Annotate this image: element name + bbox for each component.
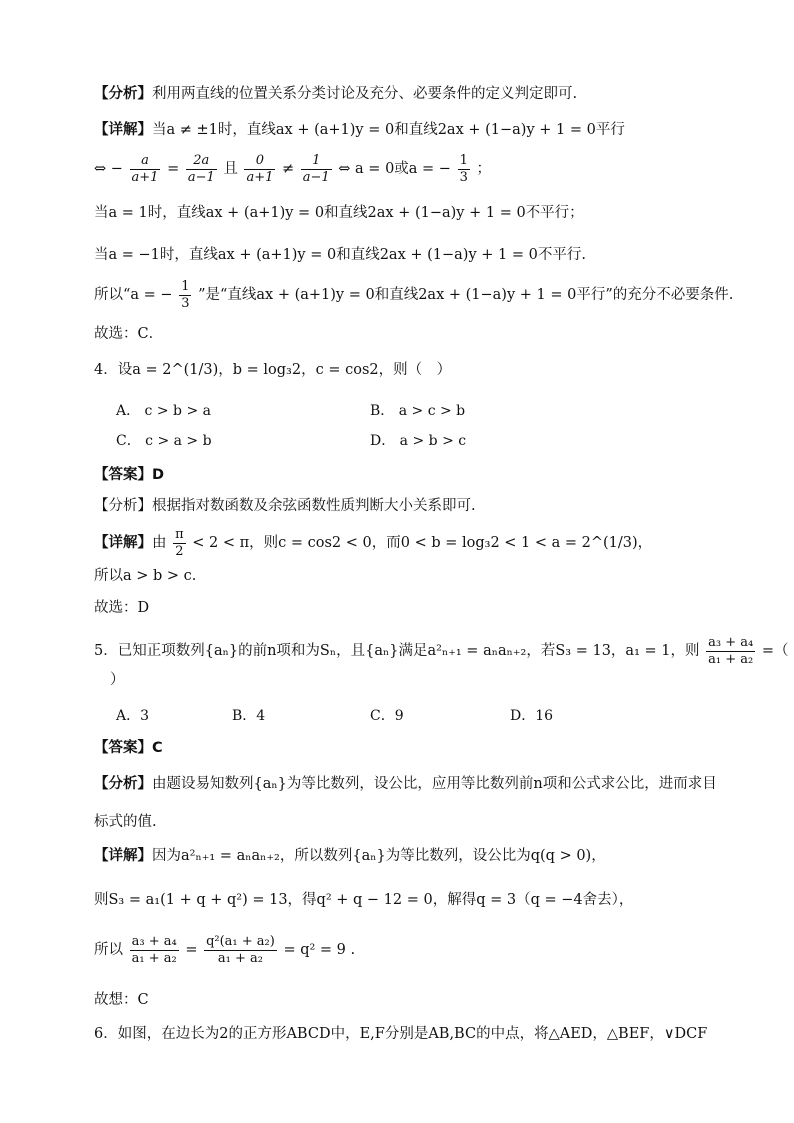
detail-prefix: 由 <box>152 535 167 551</box>
detail-text: 当a ≠ ±1时，直线ax + (a+1)y = 0和直线2ax + (1−a)y + 1 = 0平行 <box>152 122 625 138</box>
q5-detail-line-3 <box>94 932 355 968</box>
detail-text: 因为a²ₙ₊₁ = aₙaₙ₊₂，所以数列{aₙ}为等比数列，设公比为q(q > 0)， <box>152 848 606 864</box>
q5-option-c: C．9 <box>370 708 404 724</box>
analysis-text: 由题设易知数列{aₙ}为等比数列，设公比，应用等比数列前n项和公式求公比，进而求目 <box>152 776 717 792</box>
q5-stem <box>94 634 788 668</box>
detail-3-line-4: 当a = −1时，直线ax + (a+1)y = 0和直线2ax + (1−a)y + 1 = 0不平行. <box>94 247 586 263</box>
q5-detail-line-1 <box>94 846 606 866</box>
fraction: $\frac{\text{a₃ + a₄}}{\text{a₁ + a₂}}$ <box>708 634 754 667</box>
q5-choose: 故想：C <box>94 992 149 1008</box>
fraction: $\frac{1}{3}$ <box>459 152 468 185</box>
q4-answer: 【答案】D <box>94 467 165 483</box>
choose-3: 故选：C． <box>94 326 164 342</box>
fraction: $\frac{\text{a₃ + a₄}}{\text{a₁ + a₂}}$ <box>131 933 177 966</box>
detail-3-line-2 <box>94 152 491 186</box>
analysis-tag: 【分析】 <box>94 86 152 102</box>
q4-choose: 故选：D <box>94 600 150 616</box>
q4-detail <box>94 526 652 560</box>
detail-3-line-5 <box>94 278 733 312</box>
q5-stem-text: 5．已知正项数列{aₙ}的前n项和为Sₙ，且{aₙ}满足a²ₙ₊₁ = aₙaₙ₊₂，若S₃ = 13，a₁ = 1，则 <box>94 643 700 659</box>
fraction: $\frac{1}{3}$ <box>181 278 190 311</box>
equiv-result: ⇔ a = 0或a = − <box>338 161 451 177</box>
fraction: $\frac{a}{a+1}$ <box>131 152 159 185</box>
q4-option-d: D． a > b > c <box>370 433 467 449</box>
equals-sign: = <box>167 161 180 177</box>
detail-prefix: 所以 <box>94 942 123 958</box>
detail-tag: 【详解】 <box>94 535 152 551</box>
fraction: $\frac{0}{a+1}$ <box>246 152 274 185</box>
q4-analysis: 【分析】根据指对数函数及余弦函数性质判断大小关系即可. <box>94 498 476 514</box>
detail-result: = q² = 9 . <box>283 942 356 958</box>
q6-stem: 6．如图，在边长为2的正方形ABCD中，E,F分别是AB,BC的中点，将△AED，△BEF，∨DCF <box>94 1026 708 1042</box>
and-text: 且 <box>223 161 238 177</box>
q4-option-a: A． c > b > a <box>116 403 211 419</box>
fraction: $\frac{\pi}{2}$ <box>175 526 184 559</box>
detail-text: < 2 < π，则c = cos2 < 0，而0 < b = log₃2 < 1 < a = 2^(1/3)， <box>192 535 653 551</box>
q5-analysis-line-1 <box>94 774 717 794</box>
q5-detail-line-2: 则S₃ = a₁(1 + q + q²) = 13，得q² + q − 12 = 0，解得q = 3（q = −4舍去）， <box>94 892 634 908</box>
analysis-tag: 【分析】 <box>94 776 152 792</box>
detail-tag: 【详解】 <box>94 848 152 864</box>
q5-option-a: A．3 <box>116 708 150 724</box>
q5-option-b: B．4 <box>232 708 266 724</box>
analysis-text: 利用两直线的位置关系分类讨论及充分、必要条件的定义判定即可. <box>152 86 578 102</box>
neq-sign: ≠ <box>282 161 295 177</box>
equiv-prefix: ⇔ − <box>94 161 123 177</box>
q5-stem-end: =（ <box>761 643 789 659</box>
q4-option-b: B． a > c > b <box>370 403 466 419</box>
fraction: $\frac{2a}{a-1}$ <box>187 152 215 185</box>
semicolon: ； <box>476 161 491 177</box>
fraction: $\frac{\text{q²(a₁ + a₂)}}{\text{a₁ + a₂}}$ <box>206 933 275 966</box>
fraction: $\frac{1}{a-1}$ <box>302 152 330 185</box>
q5-stem-cont: ） <box>110 672 125 688</box>
q4-conclusion: 所以a > b > c. <box>94 568 197 584</box>
q5-option-d: D．16 <box>510 708 554 724</box>
detail-3-line-1 <box>94 120 625 140</box>
detail-tag: 【详解】 <box>94 122 152 138</box>
equals-sign: = <box>185 942 198 958</box>
q5-answer: 【答案】C <box>94 740 163 756</box>
conclusion-text: ”是“直线ax + (a+1)y = 0和直线2ax + (1−a)y + 1 = 0平行”的充分不必要条件. <box>198 287 734 303</box>
q5-analysis-line-2: 标式的值. <box>94 814 157 830</box>
analysis-3 <box>94 84 577 104</box>
q4-stem: 4．设a = 2^(1/3)，b = log₃2，c = cos2，则（ ） <box>94 362 452 378</box>
q4-option-c: C． c > a > b <box>116 433 212 449</box>
conclusion-prefix: 所以“a = − <box>94 287 173 303</box>
detail-3-line-3: 当a = 1时，直线ax + (a+1)y = 0和直线2ax + (1−a)y + 1 = 0不平行； <box>94 205 584 221</box>
